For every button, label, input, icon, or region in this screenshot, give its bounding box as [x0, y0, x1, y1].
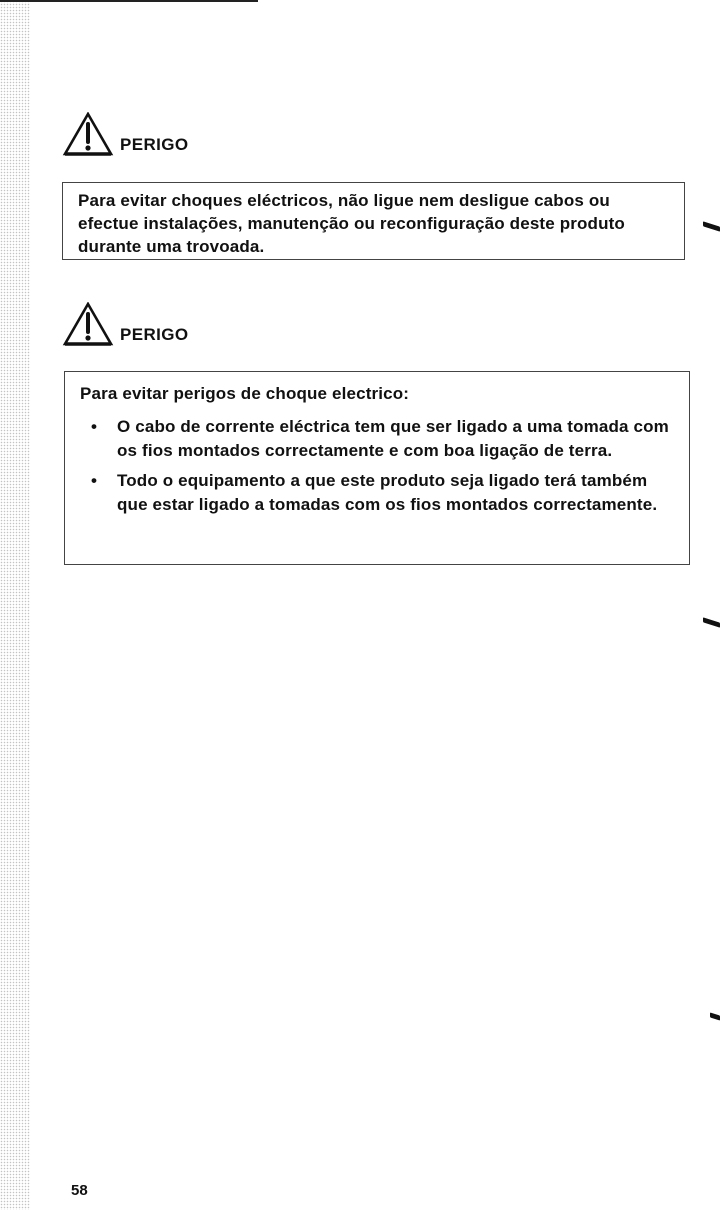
danger-notice-intro: Para evitar perigos de choque electrico: — [80, 384, 410, 403]
list-item — [80, 415, 677, 462]
scan-mark — [710, 1012, 720, 1020]
bullet-icon: • — [91, 471, 98, 490]
page-number: 58 — [71, 1182, 88, 1199]
warning-title: PERIGO — [120, 135, 189, 154]
bullet-text: O cabo de corrente eléctrica tem que ser ligado a uma tomada com os fios montados correctamente e com boa ligação de terra. — [117, 417, 669, 460]
warning-heading-1 — [62, 112, 189, 156]
scan-mark — [703, 617, 720, 628]
bullet-text: Todo o equipamento a que este produto seja ligado terá também que estar ligado a tomadas com os fios montados correctamente. — [117, 471, 658, 514]
warning-title: PERIGO — [120, 325, 189, 344]
danger-notice-text: Para evitar choques eléctricos, não ligue nem desligue cabos ou efectue instalações, manutenção ou reconfiguração deste produto durante uma trovoada. — [78, 191, 625, 256]
warning-triangle-icon — [62, 302, 114, 346]
scan-edge-shadow — [0, 0, 30, 1210]
warning-triangle-icon — [62, 112, 114, 156]
scan-mark — [703, 221, 720, 232]
bullet-icon: • — [91, 417, 98, 436]
warning-heading-2 — [62, 302, 189, 346]
danger-notice-box-2 — [64, 371, 690, 565]
danger-notice-box-1 — [62, 182, 685, 260]
list-item — [80, 469, 677, 516]
danger-bullet-list — [80, 415, 677, 516]
top-rule — [0, 0, 258, 2]
